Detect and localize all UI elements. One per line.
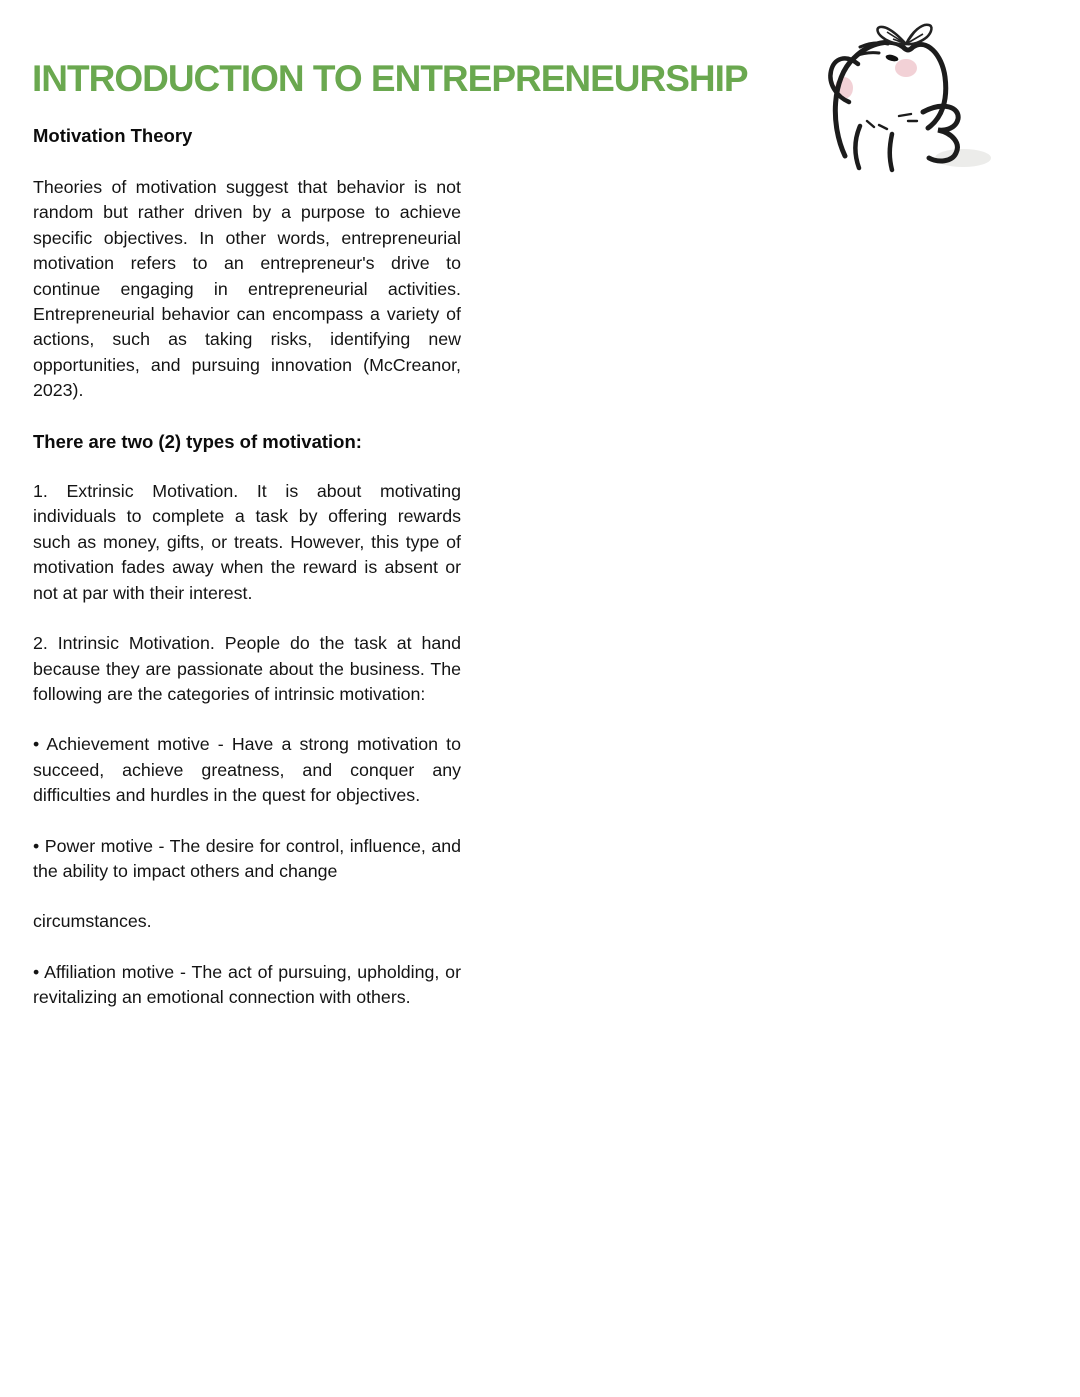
bullet-affiliation-motive: • Affiliation motive - The act of pursuing, upholding, or revitalizing an emotional connection with others. [33,961,461,1008]
doodle-shadow [935,149,991,167]
paragraph-circumstances: circumstances. [33,911,152,932]
bullet-achievement-motive: • Achievement motive - Have a strong motivation to succeed, achieve greatness, and conquer any difficulties and hurdles in the quest for objectives. [33,734,461,806]
page-title: INTRODUCTION TO ENTREPRENEURSHIP [32,58,748,99]
bullet-power-motive: • Power motive - The desire for control, influence, and the ability to impact others and change [33,835,461,881]
paragraph-intrinsic-motivation: 2. Intrinsic Motivation. People do the task at hand because they are passionate about the business. The following are the categories of intrinsic motivation: [33,633,461,704]
paragraph-extrinsic-motivation: 1. Extrinsic Motivation. It is about motivating individuals to complete a task by offering rewards such as money, gifts, or treats. However, this type of motivation fades away when the reward is absent or not at par with their interest. [33,481,461,603]
hamster-with-bow-doodle-icon [803,14,998,174]
section-heading-two-types: There are two (2) types of motivation: [33,430,362,452]
section-heading-motivation-theory: Motivation Theory [33,125,193,146]
text-column [33,123,461,1036]
paragraph-motivation-intro: Theories of motivation suggest that behavior is not random but rather driven by a purpose to achieve specific objectives. In other words, entrepreneurial motivation refers to an entrepreneur's drive to continue engaging in entrepreneurial activities. Entrepreneurial behavior can encompass a variety of actions, such as taking risks, identifying new opportunities, and pursuing innovation (McCreanor, 2023). [33,177,461,401]
